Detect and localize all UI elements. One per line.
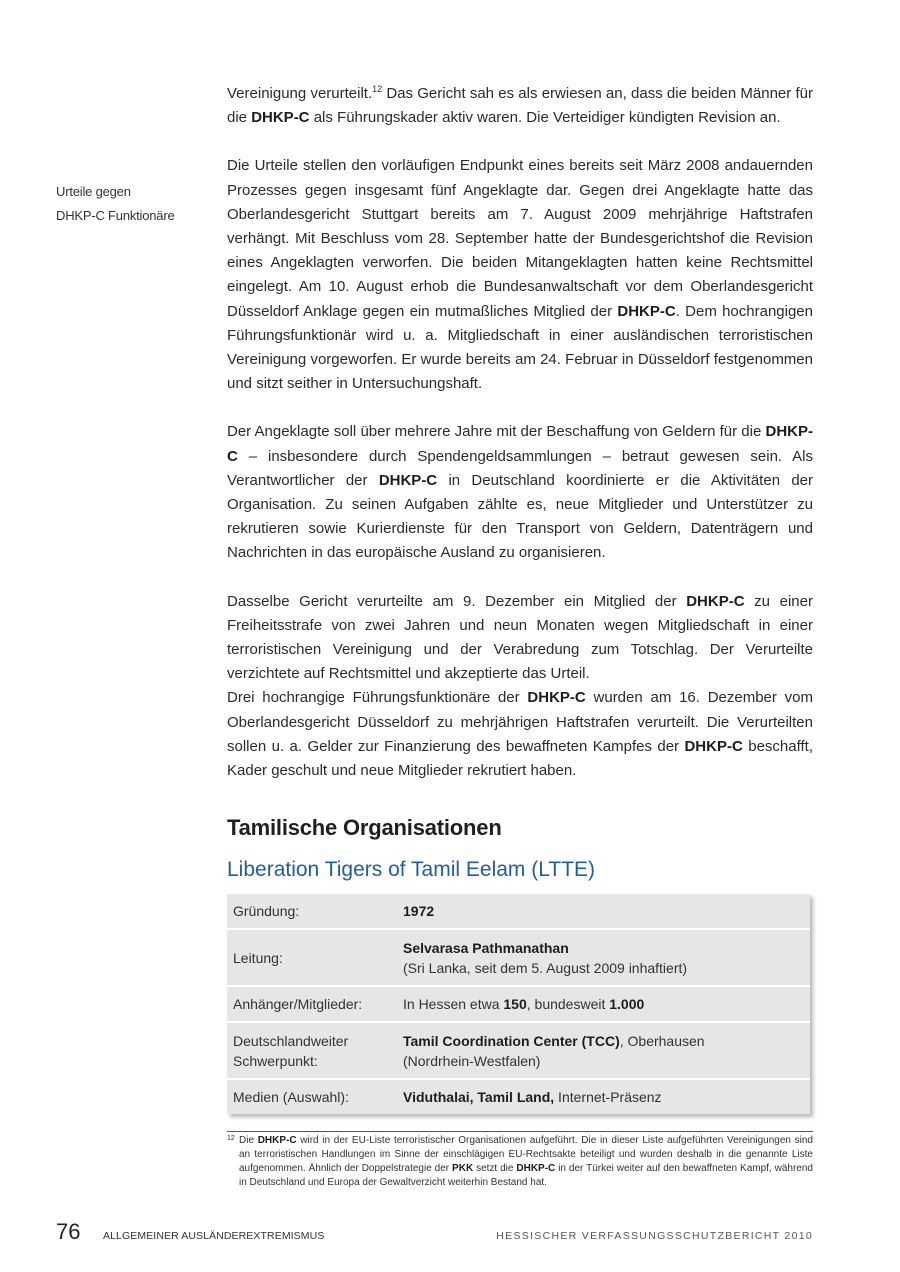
fact-row-leader — [227, 930, 810, 987]
org-name: DHKP-C — [686, 592, 745, 610]
fact-label: Gründung: — [233, 903, 300, 919]
paragraph-2: Die Urteile stellen den vorläufigen Endpunkt eines bereits seit März 2008 andauernden Prozesses gegen insgesamt fünf Angeklagte dar. Gegen drei Angeklagte hatte das Oberlandesgericht Stuttgart bereits am 7. August 2009 mehrjährige Haftstrafen verhängt. Mit Beschluss vom 28. September hatte der Bundesgerichtshof die Revision eines Angeklagten verworfen. Die beiden Mitangeklagten hatten keine Rechtsmittel eingelegt. Am 10. August erhob die Bundesanwaltschaft vor dem Oberlandesgericht Düsseldorf Anklage gegen ein mutmaßliches Mitglied der DHKP-C. Dem hochrangigen Führungsfunktionär wird u. a. Mitgliedschaft in einer ausländischen terroristischen Vereinigung vorgeworfen. Er wurde bereits am 24. Februar in Düsseldorf festgenommen und sitzt seither in Untersuchungshaft. — [227, 157, 813, 393]
margin-note — [56, 180, 206, 228]
margin-note-line-1: Urteile gegen — [56, 184, 131, 199]
fact-row-focus — [227, 1023, 810, 1080]
fact-value: 1972 — [403, 903, 435, 919]
footnote-number: 12 — [227, 1135, 235, 1142]
paragraph-3: Der Angeklagte soll über mehrere Jahre mit der Beschaffung von Geldern für die DHKP-C – insbesondere durch Spendengeldsammlungen – betraut gewesen sein. Als Verantwortlicher der DHKP-C in Deutschland koordinierte er die Aktivitäten der Organisation. Zu seinen Aufgaben zählte es, neue Mitglieder und Unterstützer zu rekrutieren sowie Kurierdienste für den Transport von Geldern, Datenträgern und Nachrichten in das europäische Ausland zu organisieren. — [227, 423, 813, 562]
footnote-divider — [227, 1131, 813, 1132]
footnote-text: Die DHKP-C wird in der EU-Liste terroristischer Organisationen aufgeführt. Die in dieser Liste aufgeführten Vereinigungen sind an terroristischen Handlungen im Sinne der einschlägigen EU-Rechtsakte beteiligt und wurden deshalb in die genannte Liste aufgenommen. Ähnlich der Doppelstrategie der PKK setzt die DHKP-C in der Türkei weiter auf den bewaffneten Kampf, während in Deutschland und Europa der Gewaltverzicht weiterhin Bestand hat. — [239, 1135, 813, 1188]
section-heading: Tamilische Organisationen — [227, 815, 502, 840]
fact-row-founding — [227, 894, 810, 930]
footnote-ref-12[interactable]: 12 — [372, 84, 383, 94]
subsection-heading: Liberation Tigers of Tamil Eelam (LTTE) — [227, 858, 596, 881]
margin-note-line-2: DHKP-C Funktionäre — [56, 208, 175, 223]
paragraph-5: Drei hochrangige Führungsfunktionäre der DHKP-C wurden am 16. Dezember vom Oberlandesgericht Düsseldorf zu mehrjährigen Haftstrafen verurteilt. Die Verurteilten sollen u. a. Gelder zur Finanzierung des bewaffneten Kampfes der DHKP-C beschafft, Kader geschult und neue Mitglieder rekrutiert haben. — [227, 689, 813, 780]
org-name: DHKP-C — [684, 737, 743, 755]
org-name: DHKP-C — [527, 689, 586, 707]
fact-value: Selvarasa Pathmanathan (Sri Lanka, seit dem 5. August 2009 inhaftiert) — [403, 939, 688, 976]
fact-label: Anhänger/Mitglieder: — [233, 996, 363, 1012]
page-number: 76 — [56, 1219, 81, 1244]
footer-report-title: HESSISCHER VERFASSUNGSSCHUTZBERICHT 2010 — [496, 1230, 813, 1242]
footnote-12 — [227, 1134, 813, 1190]
paragraph-4: Dasselbe Gericht verurteilte am 9. Dezember ein Mitglied der DHKP-C zu einer Freiheitsstrafe von zwei Jahren und neun Monaten wegen Mitgliedschaft in einer terroristischen Vereinigung und der Verabredung zum Totschlag. Der Verurteilte verzichtete auf Rechtsmittel und akzeptierte das Urteil. — [227, 592, 813, 683]
fact-label: Medien (Auswahl): — [233, 1089, 349, 1105]
fact-row-media — [227, 1080, 810, 1114]
ltte-fact-box — [227, 894, 810, 1114]
fact-value: Tamil Coordination Center (TCC), Oberhausen (Nordrhein-Westfalen) — [403, 1032, 705, 1069]
fact-value: In Hessen etwa 150, bundesweit 1.000 — [403, 996, 645, 1012]
org-name: DHKP-C — [617, 302, 676, 320]
fact-row-members — [227, 987, 810, 1023]
fact-label: Deutschlandweiter Schwerpunkt: — [233, 1032, 349, 1069]
org-name: DHKP-C — [251, 109, 310, 127]
fact-value: Viduthalai, Tamil Land, Internet-Präsenz — [403, 1089, 662, 1105]
fact-label: Leitung: — [233, 949, 283, 966]
org-name: DHKP-C — [227, 423, 813, 465]
main-text — [227, 82, 813, 783]
paragraph-1: Vereinigung verurteilt.$^{12}$ Das Gericht sah es als erwiesen an, dass die beiden Männer für die DHKP-C als Führungskader aktiv waren. Die Verteidiger kündigten Revision an. — [227, 84, 813, 127]
org-name: DHKP-C — [378, 471, 438, 489]
footer-section-title: ALLGEMEINER AUSLÄNDEREXTREMISMUS — [103, 1230, 325, 1242]
